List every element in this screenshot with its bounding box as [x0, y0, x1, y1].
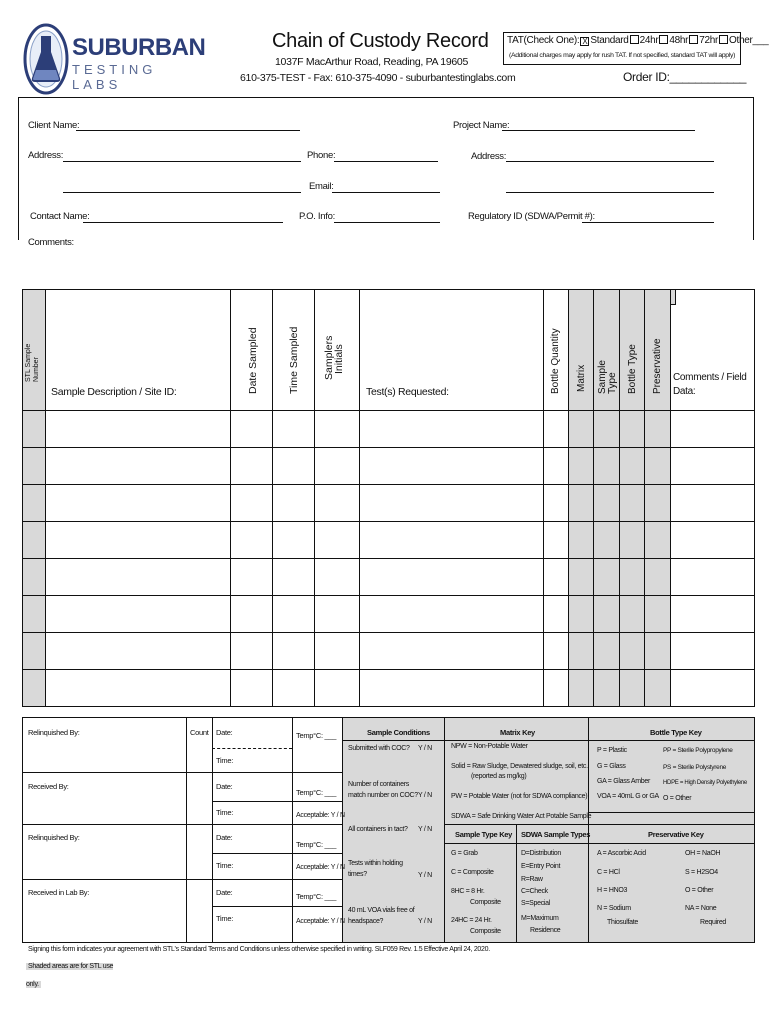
preservative-cell — [645, 411, 671, 448]
address-line2-field[interactable] — [63, 192, 301, 193]
phone-field[interactable] — [334, 161, 438, 162]
regulatory-id-field[interactable] — [582, 222, 714, 223]
bottle-type-cell — [620, 448, 645, 485]
sample-description-cell[interactable] — [46, 411, 231, 448]
pres-h: H = HNO3 — [597, 887, 628, 894]
samplers-initials-cell[interactable] — [315, 448, 360, 485]
condition-submitted-with-coc: Submitted with COC? — [348, 745, 410, 752]
bottle-ps: PS = Sterile Polystyrene — [663, 764, 727, 771]
temp-label-4[interactable]: Temp°C: ___ — [296, 892, 337, 901]
preservative-cell — [645, 633, 671, 670]
preservative-cell — [645, 559, 671, 596]
preservative-key-title: Preservative Key — [648, 830, 704, 839]
bottle-type-key-title: Bottle Type Key — [650, 728, 702, 737]
email-label: Email: — [309, 181, 334, 192]
yn-1[interactable]: Y / N — [418, 745, 432, 752]
sample-type-8hc-b: Composite — [470, 899, 501, 906]
time-sampled-cell[interactable] — [273, 411, 315, 448]
stl-number-cell — [23, 411, 46, 448]
page-title: Chain of Custody Record — [272, 30, 489, 52]
matrix-key-title: Matrix Key — [500, 728, 535, 737]
client-info-box — [18, 97, 754, 240]
yn-4[interactable]: Y / N — [418, 872, 432, 879]
sample-row — [23, 633, 755, 670]
time-sampled-cell[interactable] — [273, 485, 315, 522]
sample-type-grab: G = Grab — [451, 850, 478, 857]
sample-type-8hc-a: 8HC = 8 Hr. — [451, 888, 485, 895]
bottle-type-header: Bottle Type — [620, 290, 645, 411]
pres-na-b: Required — [700, 919, 727, 926]
temp-label-1[interactable]: Temp°C: ___ — [296, 731, 337, 740]
company-contact: 610-375-TEST - Fax: 610-375-4090 - suburbantestinglabs.com — [240, 72, 516, 84]
tat-72hr-label: 72hr — [699, 35, 719, 46]
sdwa-c: C=Check — [521, 888, 548, 895]
pres-na-a: NA = None — [685, 905, 717, 912]
sample-type-cell — [594, 596, 620, 633]
company-name-bottom: TESTING LABS — [72, 62, 157, 92]
samplers-initials-cell[interactable] — [315, 559, 360, 596]
email-field[interactable] — [332, 192, 440, 193]
comments-cell[interactable] — [671, 411, 755, 448]
bottle-quantity-header: Bottle Quantity — [544, 290, 569, 411]
time-sampled-header: Time Sampled — [273, 290, 315, 411]
company-name-top: SUBURBAN — [72, 34, 206, 61]
bottle-type-cell — [620, 522, 645, 559]
temp-label-3[interactable]: Temp°C: ___ — [296, 840, 337, 849]
condition-voa-headspace-b: headspace? — [348, 918, 384, 925]
comments-cell[interactable] — [671, 485, 755, 522]
bottle-voa: VOA = 40mL G or GA — [597, 793, 659, 800]
sample-description-cell[interactable] — [46, 448, 231, 485]
yn-5[interactable]: Y / N — [418, 918, 432, 925]
bottle-p: P = Plastic — [597, 747, 627, 754]
comments-cell[interactable] — [671, 522, 755, 559]
contact-name-label: Contact Name: — [30, 211, 90, 222]
stl-number-cell — [23, 596, 46, 633]
tests-requested-cell[interactable] — [360, 633, 544, 670]
matrix-pw: PW = Potable Water (not for SDWA compliance) — [451, 793, 588, 800]
relinquished-by-label: Relinquished By: — [28, 728, 80, 737]
tat-other-checkbox[interactable] — [719, 35, 728, 44]
matrix-cell — [569, 596, 594, 633]
sdwa-m-b: Residence — [530, 927, 561, 934]
tat-row — [507, 35, 768, 46]
project-address-field[interactable] — [506, 161, 714, 162]
preservative-cell — [645, 596, 671, 633]
sdwa-d: D=Distribution — [521, 850, 561, 857]
sample-type-cell — [594, 485, 620, 522]
relinquished-by-2-label: Relinquished By: — [28, 833, 80, 842]
contact-name-field[interactable] — [83, 222, 283, 223]
acceptable-label-3[interactable]: Acceptable: Y / N — [296, 918, 345, 925]
bottle-type-cell — [620, 670, 645, 707]
pres-s: S = H2SO4 — [685, 869, 718, 876]
sdwa-types-title: SDWA Sample Types — [521, 830, 591, 839]
stl-number-header: STL Sample Number — [23, 290, 46, 411]
bottle-type-cell — [620, 596, 645, 633]
samplers-initials-cell[interactable] — [315, 411, 360, 448]
matrix-solid-b: (reported as mg/kg) — [471, 773, 527, 780]
tests-requested-cell[interactable] — [360, 448, 544, 485]
date-sampled-cell[interactable] — [231, 411, 273, 448]
date-label-2: Date: — [216, 782, 233, 791]
stl-number-cell — [23, 485, 46, 522]
sample-description-header: Sample Description / Site ID: — [46, 290, 231, 411]
bottle-quantity-cell[interactable] — [544, 670, 569, 707]
samplers-initials-cell[interactable] — [315, 522, 360, 559]
tat-48hr-checkbox[interactable] — [659, 35, 668, 44]
condition-holding-times-a: Tests within holding — [348, 860, 403, 867]
matrix-cell — [569, 411, 594, 448]
matrix-cell — [569, 448, 594, 485]
bottle-quantity-cell[interactable] — [544, 411, 569, 448]
time-label-4: Time: — [216, 914, 233, 923]
tests-requested-cell[interactable] — [360, 670, 544, 707]
sample-type-cell — [594, 633, 620, 670]
phone-label: Phone: — [307, 150, 336, 161]
bottle-type-cell — [620, 559, 645, 596]
date-label-4: Date: — [216, 888, 233, 897]
bottle-quantity-cell[interactable] — [544, 485, 569, 522]
matrix-cell — [569, 670, 594, 707]
sample-table — [22, 289, 755, 707]
condition-container-count-b: match number on COC? — [348, 792, 418, 799]
bottle-quantity-cell[interactable] — [544, 522, 569, 559]
project-address-label: Address: — [471, 151, 507, 162]
matrix-cell — [569, 485, 594, 522]
preservative-header: Preservative — [645, 290, 671, 411]
pres-o: O = Other — [685, 887, 714, 894]
comments-cell[interactable] — [671, 633, 755, 670]
footer-terms: Signing this form indicates your agreement with STL's Standard Terms and Conditions unless otherwise specified in writing. SLF059 Rev. 1.5 Effective April 24, 2020. — [28, 946, 490, 953]
condition-container-count-a: Number of containers — [348, 781, 409, 788]
matrix-solid-a: Solid = Raw Sludge, Dewatered sludge, soil, etc. — [451, 763, 588, 770]
comments-cell[interactable] — [671, 670, 755, 707]
samplers-initials-cell[interactable] — [315, 670, 360, 707]
bottle-quantity-cell[interactable] — [544, 596, 569, 633]
date-sampled-cell[interactable] — [231, 559, 273, 596]
samplers-initials-cell[interactable] — [315, 485, 360, 522]
time-sampled-cell[interactable] — [273, 522, 315, 559]
flask-logo-icon — [22, 22, 70, 96]
sample-row — [23, 670, 755, 707]
tat-label: TAT(Check One): — [507, 35, 580, 46]
preservative-cell — [645, 448, 671, 485]
time-sampled-cell[interactable] — [273, 448, 315, 485]
company-address: 1037F MacArthur Road, Reading, PA 19605 — [275, 56, 468, 68]
condition-voa-headspace-a: 40 mL VOA vials free of — [348, 907, 415, 914]
tests-requested-header: Test(s) Requested: — [360, 290, 544, 411]
project-name-label: Project Name: — [453, 120, 510, 131]
bottle-quantity-cell[interactable] — [544, 448, 569, 485]
order-id-field[interactable]: Order ID:____________ — [623, 70, 747, 84]
yn-3[interactable]: Y / N — [418, 826, 432, 833]
company-logo — [22, 22, 206, 100]
received-in-lab-label: Received in Lab By: — [28, 888, 90, 897]
date-sampled-header: Date Sampled — [231, 290, 273, 411]
temp-label-2[interactable]: Temp°C: ___ — [296, 788, 337, 797]
client-name-field[interactable] — [76, 130, 300, 131]
comments-cell[interactable] — [671, 596, 755, 633]
bottle-pp: PP = Sterile Polypropylene — [663, 747, 733, 754]
bottle-quantity-cell[interactable] — [544, 633, 569, 670]
sample-conditions-title: Sample Conditions — [367, 728, 430, 737]
preservative-cell — [645, 670, 671, 707]
sample-row — [23, 411, 755, 448]
bottle-hdpe: HDPE = High Density Polyethylene — [663, 780, 747, 786]
time-label-1: Time: — [216, 756, 233, 765]
matrix-header: Matrix — [569, 290, 594, 411]
sample-description-cell[interactable] — [46, 485, 231, 522]
date-sampled-cell[interactable] — [231, 670, 273, 707]
bottle-quantity-cell[interactable] — [544, 559, 569, 596]
address-field[interactable] — [63, 161, 301, 162]
sample-row — [23, 596, 755, 633]
preservative-cell — [645, 485, 671, 522]
time-sampled-cell[interactable] — [273, 670, 315, 707]
bottle-type-cell — [620, 485, 645, 522]
pres-n-a: N = Sodium — [597, 905, 631, 912]
relinquished-by-field[interactable] — [100, 728, 184, 768]
date-sampled-cell[interactable] — [231, 633, 273, 670]
count-label: Count — [190, 728, 209, 737]
po-info-field[interactable] — [334, 222, 440, 223]
tat-note: (Additional charges may apply for rush TAT. If not specified, standard TAT will apply) — [509, 52, 736, 59]
matrix-npw: NPW = Non-Potable Water — [451, 743, 528, 750]
comments-label: Comments: — [28, 237, 74, 248]
tests-requested-cell[interactable] — [360, 522, 544, 559]
stl-number-cell — [23, 559, 46, 596]
sample-type-key-title: Sample Type Key — [455, 830, 513, 839]
footer-shaded-note: Shaded areas are for STL use only. — [26, 963, 114, 988]
date-label-1: Date: — [216, 728, 233, 737]
pres-a: A = Ascorbic Acid — [597, 850, 646, 857]
condition-holding-times-b: times? — [348, 871, 367, 878]
time-label-2: Time: — [216, 808, 233, 817]
yn-2[interactable]: Y / N — [418, 792, 432, 799]
tat-24hr-label: 24hr — [639, 35, 659, 46]
tests-requested-cell[interactable] — [360, 485, 544, 522]
date-label-3: Date: — [216, 833, 233, 842]
tests-requested-cell[interactable] — [360, 559, 544, 596]
comments-cell[interactable] — [671, 559, 755, 596]
sample-row — [23, 485, 755, 522]
sample-row — [23, 522, 755, 559]
received-by-label: Received By: — [28, 782, 69, 791]
date-sampled-cell[interactable] — [231, 485, 273, 522]
pres-n-b: Thiosulfate — [607, 919, 638, 926]
sample-type-cell — [594, 522, 620, 559]
pres-c: C = HCl — [597, 869, 620, 876]
tat-24hr-checkbox[interactable] — [630, 35, 639, 44]
bottle-ga: GA = Glass Amber — [597, 778, 650, 785]
sample-type-24hc-a: 24HC = 24 Hr. — [451, 917, 492, 924]
matrix-cell — [569, 633, 594, 670]
sample-description-cell[interactable] — [46, 633, 231, 670]
sdwa-e: E=Entry Point — [521, 863, 561, 870]
sample-type-cell — [594, 411, 620, 448]
po-info-label: P.O. Info: — [299, 211, 335, 222]
matrix-sdwa: SDWA = Safe Drinking Water Act Potable Sample — [451, 813, 592, 820]
sample-description-cell[interactable] — [46, 522, 231, 559]
address-label: Address: — [28, 150, 64, 161]
stl-number-cell — [23, 670, 46, 707]
tat-standard-label: Standard — [590, 35, 629, 46]
project-name-field[interactable] — [502, 130, 695, 131]
samplers-initials-header: Samplers Initials — [315, 290, 360, 411]
sample-type-24hc-b: Composite — [470, 928, 501, 935]
project-address-line2-field[interactable] — [506, 192, 714, 193]
sdwa-s: S=Special — [521, 900, 551, 907]
sdwa-r: R=Raw — [521, 876, 543, 883]
client-name-label: Client Name: — [28, 120, 80, 131]
sample-type-cell — [594, 448, 620, 485]
date-sampled-cell[interactable] — [231, 448, 273, 485]
date-sampled-cell[interactable] — [231, 522, 273, 559]
sample-row — [23, 448, 755, 485]
sample-type-composite: C = Composite — [451, 869, 494, 876]
sample-type-cell — [594, 559, 620, 596]
sdwa-m-a: M=Maximum — [521, 915, 559, 922]
preservative-cell — [645, 522, 671, 559]
bottle-g: G = Glass — [597, 763, 626, 770]
regulatory-id-label: Regulatory ID (SDWA/Permit #): — [468, 211, 595, 222]
bottle-type-cell — [620, 633, 645, 670]
time-sampled-cell[interactable] — [273, 596, 315, 633]
time-label-3: Time: — [216, 861, 233, 870]
tat-other-label: Other___ — [729, 35, 769, 46]
condition-containers-intact: All containers in tact? — [348, 826, 408, 833]
date-sampled-cell[interactable] — [231, 596, 273, 633]
sample-type-header: Sample Type — [594, 290, 620, 411]
samplers-initials-cell[interactable] — [315, 596, 360, 633]
comments-cell[interactable] — [671, 448, 755, 485]
sample-description-cell[interactable] — [46, 670, 231, 707]
tests-requested-cell[interactable] — [360, 411, 544, 448]
tests-requested-cell[interactable] — [360, 596, 544, 633]
tat-48hr-label: 48hr — [669, 35, 689, 46]
matrix-cell — [569, 522, 594, 559]
sample-description-cell[interactable] — [46, 596, 231, 633]
time-sampled-cell[interactable] — [273, 633, 315, 670]
pres-oh: OH = NaOH — [685, 850, 721, 857]
comments-header: Comments / Field Data: — [671, 290, 755, 411]
tat-72hr-checkbox[interactable] — [689, 35, 698, 44]
tat-standard-checkbox[interactable]: X — [582, 37, 588, 46]
time-sampled-cell[interactable] — [273, 559, 315, 596]
sample-row — [23, 559, 755, 596]
acceptable-label-1[interactable]: Acceptable: Y / N — [296, 812, 345, 819]
sample-description-cell[interactable] — [46, 559, 231, 596]
samplers-initials-cell[interactable] — [315, 633, 360, 670]
stl-number-cell — [23, 448, 46, 485]
sample-table-header — [23, 290, 755, 411]
bottle-other: O = Other — [663, 795, 692, 802]
stl-number-cell — [23, 633, 46, 670]
bottle-type-cell — [620, 411, 645, 448]
acceptable-label-2[interactable]: Acceptable: Y / N — [296, 864, 345, 871]
sample-type-cell — [594, 670, 620, 707]
stl-number-cell — [23, 522, 46, 559]
matrix-cell — [569, 559, 594, 596]
